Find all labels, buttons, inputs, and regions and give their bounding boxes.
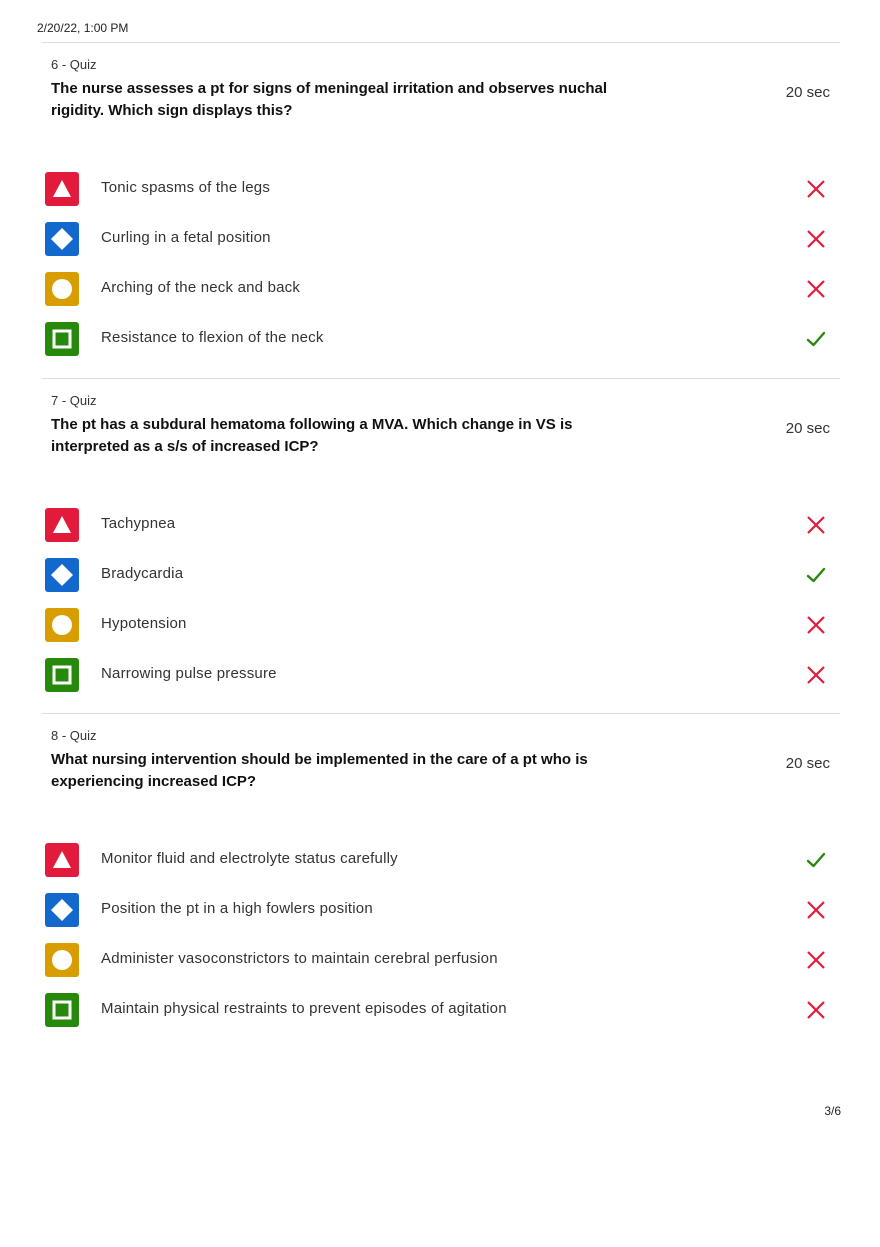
incorrect-x-icon <box>804 898 828 922</box>
incorrect-x-icon <box>804 177 828 201</box>
time-limit: 20 sec <box>785 84 830 101</box>
answer-text: Tonic spasms of the legs <box>101 179 271 196</box>
answer-list <box>42 507 840 707</box>
question-number: 7 - Quiz <box>51 393 97 408</box>
diamond-icon <box>45 893 79 927</box>
answer-text: Resistance to flexion of the neck <box>101 329 324 346</box>
time-limit: 20 sec <box>785 755 830 772</box>
answer-option <box>42 992 840 1042</box>
triangle-icon <box>45 172 79 206</box>
circle-icon <box>45 608 79 642</box>
question-card <box>42 713 840 1049</box>
answer-option <box>42 942 840 992</box>
answer-text: Tachypnea <box>101 515 176 532</box>
correct-check-icon <box>804 563 828 587</box>
incorrect-x-icon <box>804 227 828 251</box>
answer-option <box>42 892 840 942</box>
answer-text: Position the pt in a high fowlers position <box>101 900 373 917</box>
question-text: The pt has a subdural hematoma following a MVA. Which change in VS is interpreted as a s/s of increased ICP? <box>51 416 573 455</box>
answer-text: Arching of the neck and back <box>101 279 301 296</box>
question-text: The nurse assesses a pt for signs of meningeal irritation and observes nuchal rigidity. Which sign displays this? <box>51 80 607 119</box>
circle-icon <box>45 272 79 306</box>
correct-check-icon <box>804 327 828 351</box>
incorrect-x-icon <box>804 998 828 1022</box>
answer-option <box>42 221 840 271</box>
answer-text: Administer vasoconstrictors to maintain cerebral perfusion <box>101 950 498 967</box>
question-number: 6 - Quiz <box>51 57 97 72</box>
question-number: 8 - Quiz <box>51 728 97 743</box>
answer-list <box>42 842 840 1042</box>
incorrect-x-icon <box>804 513 828 537</box>
question-card <box>42 42 840 378</box>
answer-text: Narrowing pulse pressure <box>101 665 277 682</box>
triangle-icon <box>45 843 79 877</box>
square-icon <box>45 322 79 356</box>
incorrect-x-icon <box>804 277 828 301</box>
page-number: 3/6 <box>824 1104 841 1118</box>
circle-icon <box>45 943 79 977</box>
time-limit: 20 sec <box>785 420 830 437</box>
answer-option <box>42 842 840 892</box>
square-icon <box>45 658 79 692</box>
answer-text: Curling in a fetal position <box>101 229 271 246</box>
incorrect-x-icon <box>804 948 828 972</box>
triangle-icon <box>45 508 79 542</box>
answer-option <box>42 557 840 607</box>
diamond-icon <box>45 222 79 256</box>
incorrect-x-icon <box>804 613 828 637</box>
correct-check-icon <box>804 848 828 872</box>
answer-text: Maintain physical restraints to prevent episodes of agitation <box>101 1000 507 1017</box>
answer-text: Monitor fluid and electrolyte status carefully <box>101 850 398 867</box>
answer-option <box>42 607 840 657</box>
answer-text: Hypotension <box>101 615 187 632</box>
diamond-icon <box>45 558 79 592</box>
answer-option <box>42 657 840 707</box>
answer-list <box>42 171 840 371</box>
answer-option <box>42 171 840 221</box>
answer-text: Bradycardia <box>101 565 184 582</box>
print-timestamp: 2/20/22, 1:00 PM <box>37 21 129 35</box>
question-card <box>42 378 840 714</box>
square-icon <box>45 993 79 1027</box>
answer-option <box>42 271 840 321</box>
incorrect-x-icon <box>804 663 828 687</box>
answer-option <box>42 321 840 371</box>
question-text: What nursing intervention should be implemented in the care of a pt who is experiencing increased ICP? <box>51 751 588 790</box>
answer-option <box>42 507 840 557</box>
